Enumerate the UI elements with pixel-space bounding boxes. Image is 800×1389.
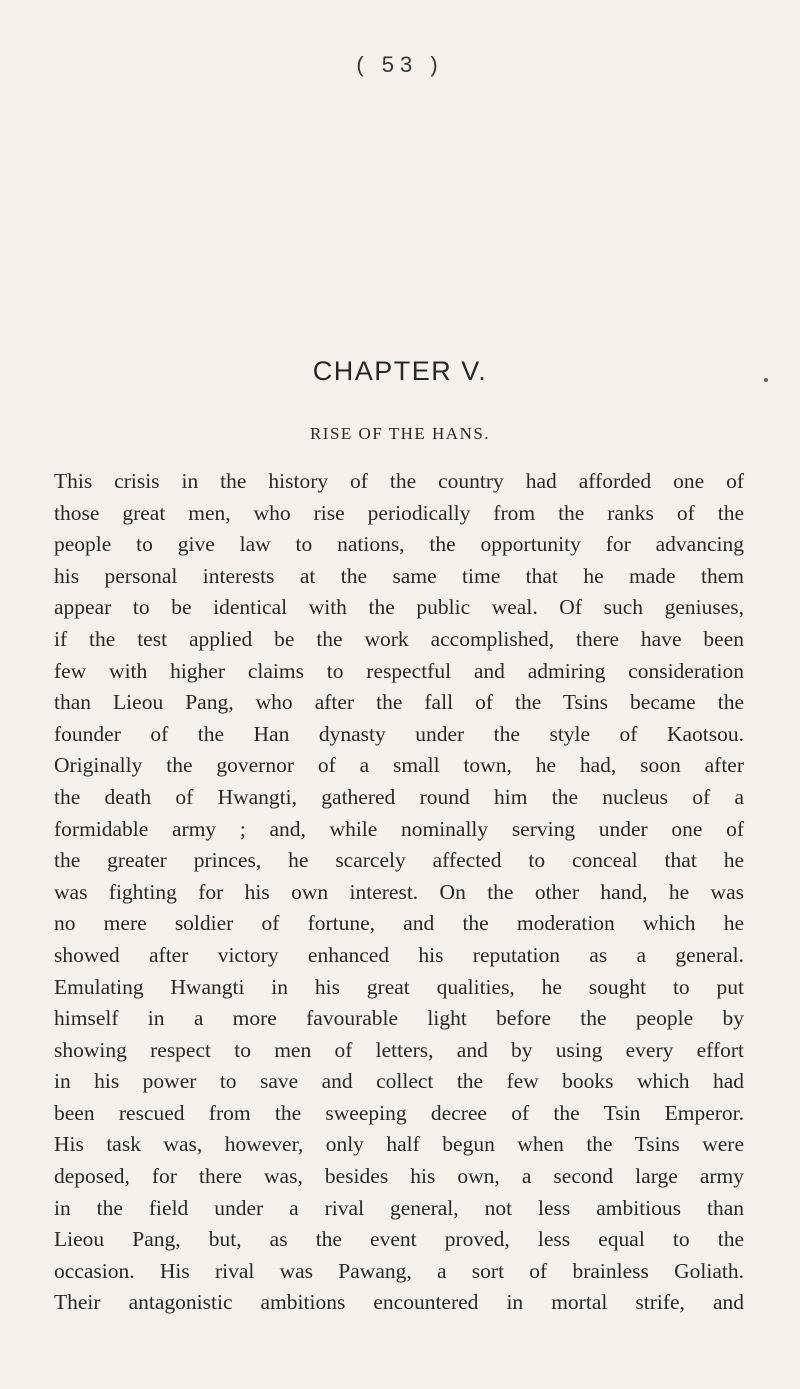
text-line: occasion. His rival was Pawang, a sort of brainless Goliath. [54, 1258, 744, 1283]
text-line: formidable army ; and, while nominally serving under one of [54, 816, 744, 841]
text-line: the death of Hwangti, gathered round him the nucleus of a [54, 784, 744, 809]
text-line: in his power to save and collect the few books which had [54, 1069, 744, 1094]
text-line: in the field under a rival general, not less ambitious than [54, 1195, 744, 1220]
text-line: This crisis in the history of the country had afforded one of [54, 469, 744, 493]
text-line: Originally the governor of a small town, he had, soon after [54, 753, 744, 778]
text-line: those great men, who rise periodically from the ranks of the [54, 500, 744, 525]
text-line: no mere soldier of fortune, and the moderation which he [54, 911, 744, 936]
text-line: showing respect to men of letters, and by using every effort [54, 1037, 744, 1062]
text-line: few with higher claims to respectful and admiring consideration [54, 658, 744, 683]
text-line: Emulating Hwangti in his great qualities, he sought to put [54, 974, 744, 999]
text-line: His task was, however, only half begun when the Tsins were [54, 1132, 744, 1157]
text-line: Their antagonistic ambitions encountered in mortal strife, and [54, 1290, 744, 1315]
text-line: showed after victory enhanced his reputation as a general. [54, 942, 744, 967]
text-line: if the test applied be the work accomplished, there have been [54, 626, 744, 651]
text-line: deposed, for there was, besides his own, a second large army [54, 1164, 744, 1189]
text-line: than Lieou Pang, who after the fall of the Tsins became the [54, 690, 744, 715]
chapter-title: CHAPTER V. [312, 356, 488, 386]
page-number: ( 53 ) [356, 52, 444, 77]
margin-dot [764, 378, 768, 382]
text-line: been rescued from the sweeping decree of the Tsin Emperor. [54, 1100, 744, 1125]
text-line: was fighting for his own interest. On the other hand, he was [54, 879, 744, 904]
body-paragraph [54, 466, 744, 1319]
text-line: the greater princes, he scarcely affected to conceal that he [54, 848, 744, 873]
text-line: Lieou Pang, but, as the event proved, less equal to the [54, 1227, 744, 1252]
text-line: appear to be identical with the public weal. Of such geniuses, [54, 595, 744, 620]
text-line: himself in a more favourable light before the people by [54, 1006, 744, 1031]
text-line: people to give law to nations, the opportunity for advancing [54, 532, 744, 557]
text-line: his personal interests at the same time that he made them [54, 563, 744, 588]
chapter-subtitle: RISE OF THE HANS. [309, 424, 491, 443]
text-line: founder of the Han dynasty under the style of Kaotsou. [54, 721, 744, 746]
